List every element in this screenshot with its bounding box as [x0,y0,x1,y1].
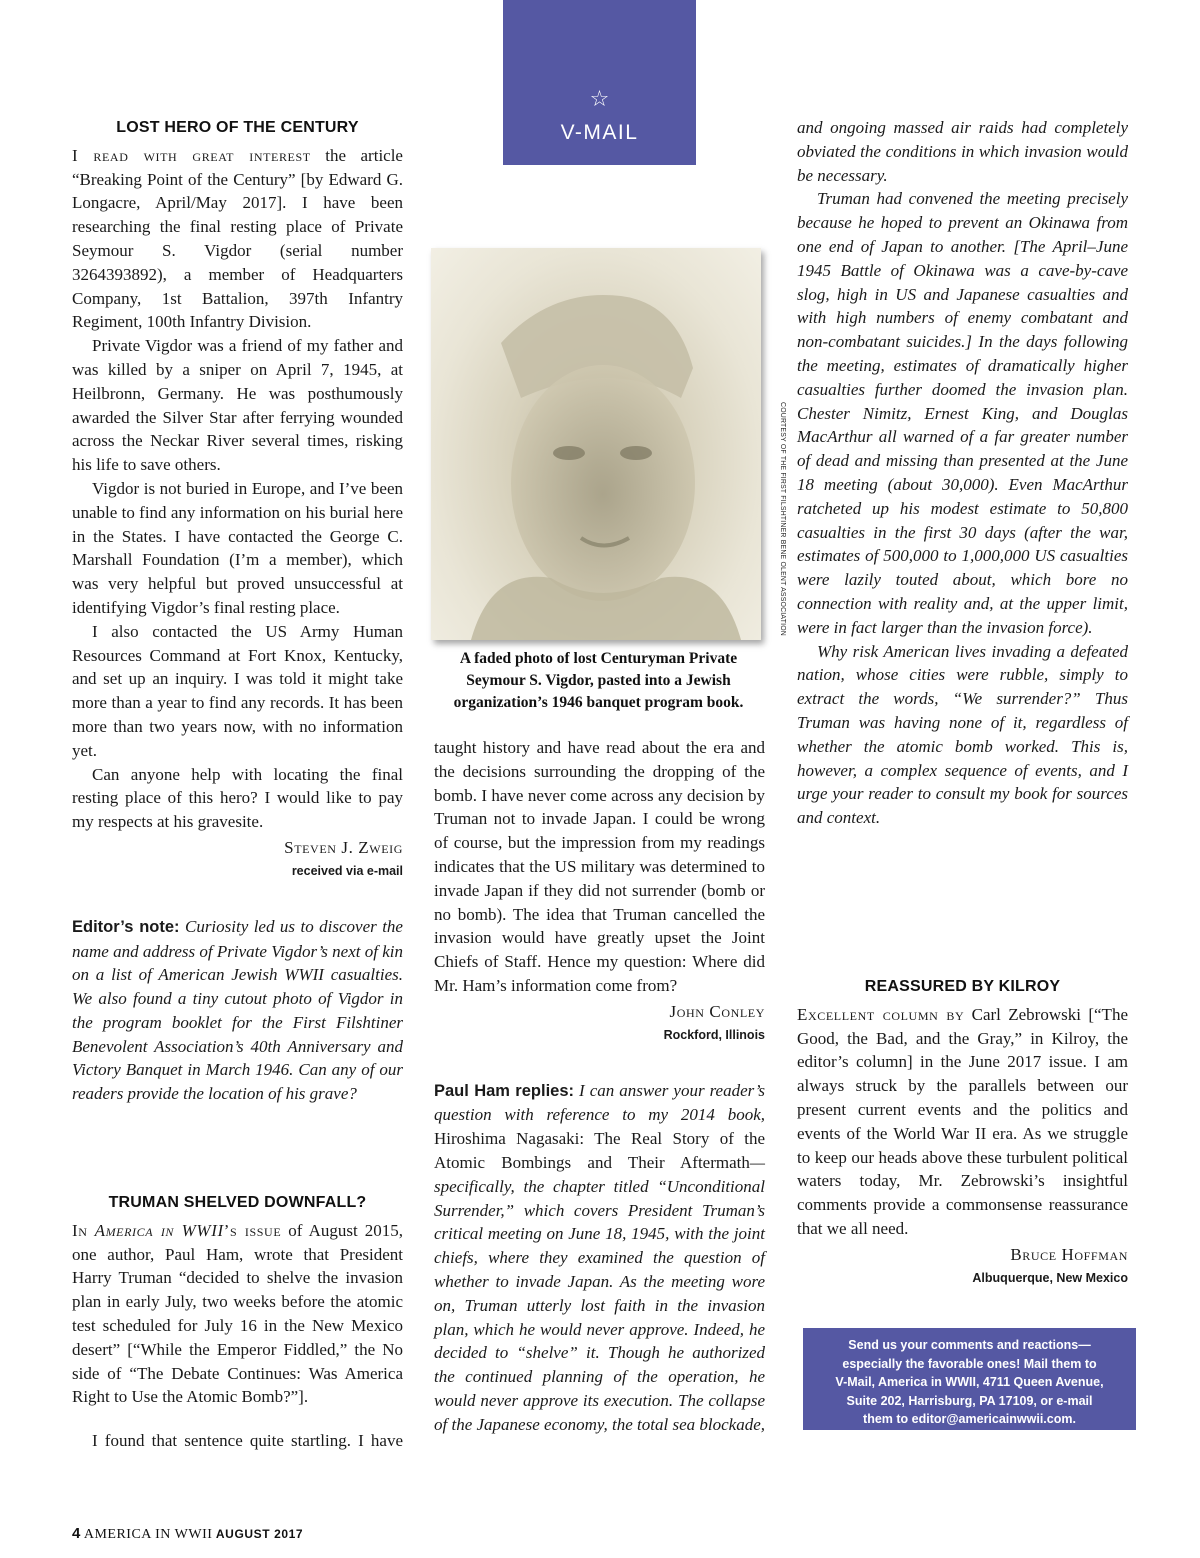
issue-date: AUGUST 2017 [215,1527,304,1541]
ham-reply-paragraph-3: Why risk American lives invading a defeated nation, whose cities were rubble, simply to extract the words, “We surrender?” Thus Truman was having none of it, regardless of whether the atomic bomb worked. This is, however, a complex sequence of events, and I urge your reader to consult my book for sources and context. [797,641,1128,828]
letter2-p1-text: of August 2015, one author, Paul Ham, wrote that President Harry Truman “decided to shelve the invasion plan in early July, two weeks before the atomic test scheduled for July 16 in the New Mexico desert” [“While the Emperor Fiddled,” the No side of “The Debate Continues: Was America Right to Use the Atomic Bomb?”]. [72,1220,403,1407]
photo-credit-label: COURTESY OF THE FIRST FILSHTINER BENE OLENT ASSOCIATION [779,402,786,638]
letter2-paragraph-1 [72,1219,403,1409]
letter1-location: received via e-mail [291,863,403,878]
letter2-p2-cont-text: taught history and have read about the era and the decisions surrounding the dropping of the bomb. I have never come across any decision by Truman not to invade Japan. I could be wrong of course, but the impression from my readings indicates that the US military was determined to invade Japan if they did not surrender (bomb or no bomb). The idea that Truman cancelled the invasion would have greatly upset the Joint Chiefs of Staff. Hence my question: Where did Mr. Ham’s information come from? [434,738,765,995]
letter-heading-lost-hero: LOST HERO OF THE CENTURY [116,119,359,136]
contact-line-2: especially the favorable ones! Mail them to [842,1356,1097,1371]
ham-reply-text-2: —specifically, the chapter titled “Unconditional Surrender,” which covers President Truman’s critical meeting on June 18, 1945, with the joint chiefs, where they examined the question of whether to invade Japan. As the meeting wore on, Truman utterly lost faith in the invasion plan, which he would never approve. Indeed, he decided to “shelve” it. Though he authorized the continued planning of the operation, he would never approve its execution. The collapse of the Japanese economy, the total sea blockade, [434,1152,765,1434]
middle-column [434,736,765,1437]
letter1-paragraph-3: Vigdor is not buried in Europe, and I’ve been unable to find any information on his burial here in the States. I have contacted the George C. Marshall Foundation (I’m a member), which was very helpful but proved unsuccessful at identifying Vigdor’s final resting place. [72,478,403,617]
letter1-author: Steven J. Zweig [284,837,403,857]
editors-note-text: Curiosity led us to discover the name and address of Private Vigdor’s next of kin on a list of American Jewish WWII casualties. We also found a tiny cutout photo of Vigdor in the program booklet for the First Filshtiner Benevolent Association’s 40th Anniversary and Victory Banquet in March 1946. Can any of our readers provide the location of his grave? [72,916,403,1104]
contact-line-4: Suite 202, Harrisburg, PA 17109, or e-mail [846,1393,1093,1408]
left-column [72,116,403,1106]
letter-heading-kilroy: REASSURED BY KILROY [864,978,1061,995]
ham-reply-paragraph-1 [434,1079,765,1437]
letter2-lead-in: In [72,1220,88,1240]
ham-reply-paragraph-1-cont [797,116,1128,187]
letter3-text: Carl Zebrowski [“The Good, the Bad, and the Gray,” in Kilroy, the editor’s column] in the June 2017 issue. I am always struck by the parallels between our present current events and the politics and events of the World War II era. As we struggle to keep our heads above these turbulent political waters today, Mr. Zebrowski’s insightful comments provide a commonsense reassurance that we all need. [797,1004,1128,1238]
ham-reply-text-1: I can answer your reader’s question with reference to my 2014 book, [434,1080,765,1125]
letter1-p1-text: the article “Breaking Point of the Century” [by Edward G. Longacre, April/May 2017]. I have been researching the final resting place of Private Seymour S. Vigdor (serial number 3264393892), a member of Headquarters Company, 1st Battalion, 397th Infantry Regiment, 100th Infantry Division. [72,145,403,332]
ham-reply-cont-text: and ongoing massed air raids had completely obviated the conditions in which invasion would be necessary. [797,118,1128,185]
contact-box [803,1328,1136,1430]
letter3-author: Bruce Hoffman [1010,1244,1128,1264]
letter2-paragraph-2-cont [434,736,765,998]
letter3-paragraph-1 [797,1003,1128,1241]
contact-line-3: V-Mail, America in WWII, 4711 Queen Avenue, [835,1375,1104,1389]
portrait-sketch [431,248,761,640]
magazine-name: America in WWII [94,1220,224,1240]
photo-caption: A faded photo of lost Centuryman Private Seymour S. Vigdor, pasted into a Jewish organization’s 1946 banquet program book. [453,650,744,711]
contact-line-5: them to editor@americainwwii.com. [863,1412,1076,1426]
editors-note [72,915,403,1106]
ham-reply-paragraph-2: Truman had convened the meeting precisely because he hoped to prevent an Okinawa from one end of Japan to another. [The April–June 1945 Battle of Okinawa was a cave-by-cave slog, high in US and Japanese casualties and with high numbers of enemy combatant and non-combatant suicides.] In the days following the meeting, estimates of dramatically higher casualties further doomed the invasion plan. Chester Nimitz, Ernest King, and Douglas MacArthur all warned of a far greater number of dead and missing than presented at the June 18 meeting (about 30,000). Even MacArthur ratcheted up his modest estimate to 50,800 casualties in the first 30 days (after the war, estimates of 500,000 to 1,000,000 US casualties were lazily touted about, which bore no connection with reality and, at the upper limit, were in fact larger than the invasion force). [797,189,1128,637]
contact-line-1: Send us your comments and reactions— [848,1338,1091,1352]
left-column-tail [72,1429,403,1453]
page-footer [72,1525,303,1543]
right-column-lower [797,975,1128,1289]
letter2-paragraph-2-start: I found that sentence quite startling. I have [92,1431,403,1450]
ham-book-title: Hiroshima Nagasaki: The Real Story of the Atomic Bombings and Their Aftermath [434,1129,765,1172]
ham-reply-lead: Paul Ham replies: [434,1081,575,1100]
letter-heading-truman: TRUMAN SHELVED DOWNFALL? [108,1194,367,1211]
letter1-paragraph-4: I also contacted the US Army Human Resources Command at Fort Knox, Kentucky, and set up an inquiry. I was told it might take more than a year to find any records. It has been more than two years now, with no information yet. [72,621,403,760]
section-header-box [503,0,696,165]
letter1-paragraph-1 [72,144,403,334]
letter1-paragraph-5: Can anyone help with locating the final resting place of this hero? I would like to pay my respects at his gravesite. [72,764,403,832]
vigdor-photo [431,248,761,640]
letter2-location: Rockford, Illinois [663,1027,765,1042]
photo-credit-text [776,402,792,638]
page-number: 4 [72,1525,81,1542]
photo-credit [776,402,792,638]
letter1-paragraph-2: Private Vigdor was a friend of my father and was killed by a sniper on April 7, 1945, at Heilbronn, Germany. He was posthumously awarded the Silver Star after ferrying wounded across the Neckar River several times, risking his life to save others. [72,336,403,475]
star-icon: ☆ [589,87,610,112]
publication-name: AMERICA IN WWII [83,1527,213,1542]
letter3-lead-in: Excellent column by [797,1004,965,1024]
letter2-lead-issue: ’s issue [223,1220,282,1240]
section-title: V-MAIL [560,121,639,144]
letter2-author: John Conley [669,1001,765,1021]
letter3-location: Albuquerque, New Mexico [972,1270,1128,1285]
left-column-lower [72,1191,403,1409]
right-column [797,116,1128,830]
letter1-lead-in: I read with great interest [72,145,311,165]
editors-note-lead: Editor’s note: [72,917,180,936]
